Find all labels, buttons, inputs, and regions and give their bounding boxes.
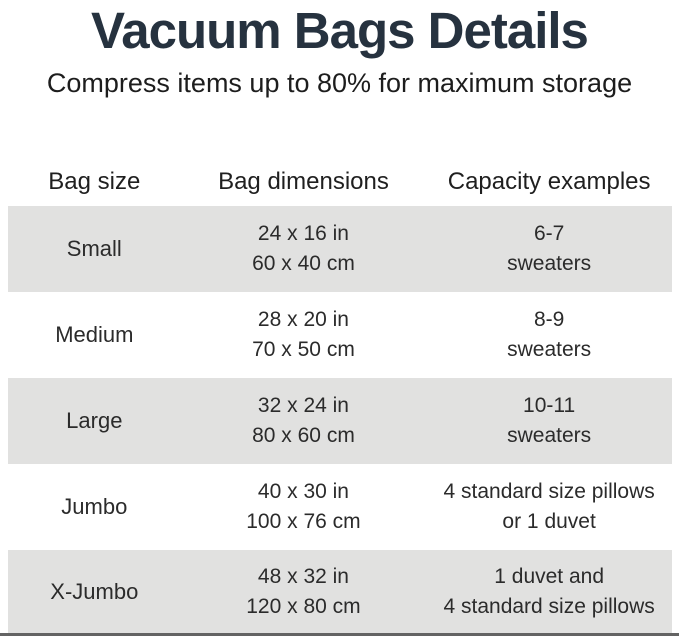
dimensions-inches: 24 x 16 in [257,222,349,245]
capacity-cell [426,391,672,451]
bag-size-cell: X-Jumbo [50,578,139,604]
bag-dimensions-cell [181,391,427,451]
bag-size-table [8,168,672,633]
capacity-line1: 6-7 [533,222,565,245]
table-row [8,292,672,378]
capacity-line1: 8-9 [533,308,565,331]
capacity-line2: sweaters [507,338,592,361]
dimensions-inches: 48 x 32 in [257,564,349,588]
bag-size-cell: Jumbo [61,494,128,519]
bag-dimensions-cell [181,562,427,622]
column-header-capacity-examples: Capacity examples [447,168,651,195]
bag-dimensions-cell [181,477,427,537]
dimensions-inches: 28 x 20 in [257,308,349,331]
dimensions-inches: 40 x 30 in [257,480,349,503]
table-row [8,550,672,633]
capacity-cell [426,219,672,279]
bag-size-cell: Small [66,236,122,261]
dimensions-inches: 32 x 24 in [257,394,349,417]
column-header-bag-size: Bag size [48,168,141,195]
capacity-line1: 10-11 [523,394,576,417]
table-row [8,206,672,292]
capacity-line2: sweaters [507,252,592,275]
dimensions-cm: 70 x 50 cm [252,338,355,361]
capacity-line1: 4 standard size pillows [443,480,655,503]
capacity-cell [426,305,672,365]
table-row [8,378,672,464]
dimensions-cm: 120 x 80 cm [246,594,361,618]
capacity-cell [426,562,672,622]
table-body [8,206,672,633]
dimensions-cm: 100 x 76 cm [246,510,361,533]
bag-dimensions-cell [181,305,427,365]
column-header-bag-dimensions: Bag dimensions [218,168,389,195]
bag-dimensions-cell [181,219,427,279]
bottom-divider [0,633,679,636]
table-row [8,464,672,550]
table-header-row [8,168,672,196]
bag-size-cell: Large [66,408,123,433]
dimensions-cm: 80 x 60 cm [252,424,355,447]
capacity-line1: 1 duvet and [494,564,605,588]
capacity-line2: 4 standard size pillows [443,594,655,618]
bag-size-cell: Medium [55,322,134,347]
capacity-line2: or 1 duvet [502,510,596,533]
page-subtitle: Compress items up to 80% for maximum storage [46,68,633,98]
capacity-line2: sweaters [507,424,592,447]
capacity-cell [426,477,672,537]
page-title: Vacuum Bags Details [91,2,588,59]
dimensions-cm: 60 x 40 cm [252,252,355,275]
